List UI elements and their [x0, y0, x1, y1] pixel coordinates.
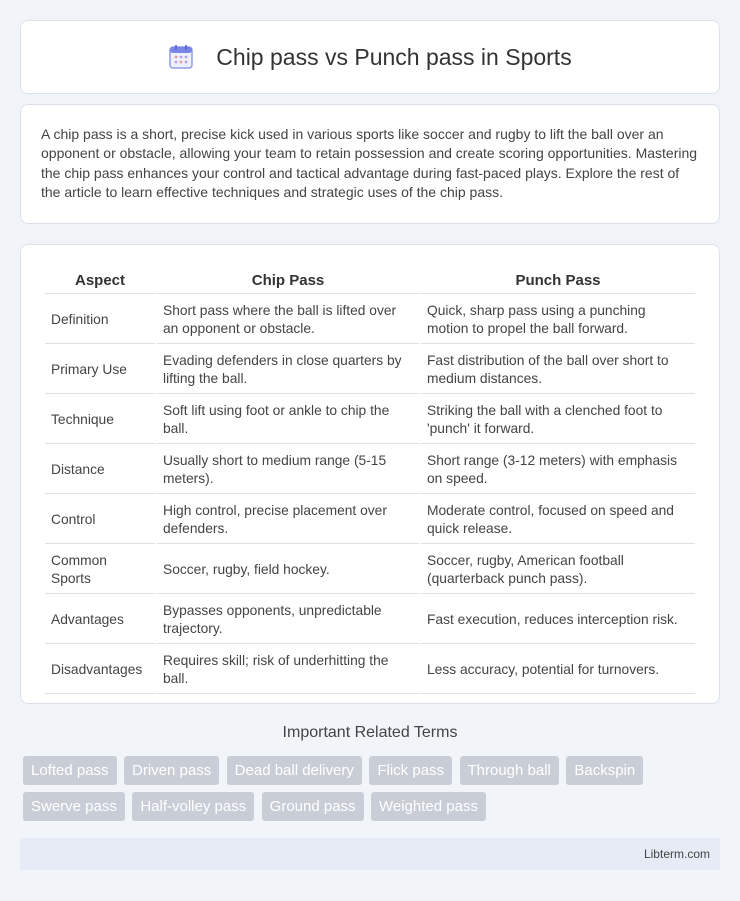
aspect-cell: Advantages	[45, 596, 155, 644]
table-row	[45, 446, 695, 494]
related-term-tag[interactable]: Half-volley pass	[132, 792, 254, 821]
table-header-row	[45, 269, 695, 294]
aspect-cell: Definition	[45, 296, 155, 344]
related-term-tag[interactable]: Backspin	[566, 756, 643, 785]
related-terms-tags	[23, 756, 723, 828]
punch-cell: Short range (3-12 meters) with emphasis on speed.	[421, 446, 695, 494]
header-chip-pass: Chip Pass	[157, 269, 419, 294]
punch-cell: Fast execution, reduces interception risk.	[421, 596, 695, 644]
chip-cell: Evading defenders in close quarters by lifting the ball.	[157, 346, 419, 394]
chip-cell: Requires skill; risk of underhitting the ball.	[157, 646, 419, 694]
table-row	[45, 596, 695, 644]
related-term-tag[interactable]: Ground pass	[262, 792, 364, 821]
comparison-table	[43, 267, 697, 696]
related-term-tag[interactable]: Driven pass	[124, 756, 219, 785]
punch-cell: Striking the ball with a clenched foot to 'punch' it forward.	[421, 396, 695, 444]
aspect-cell: Disadvantages	[45, 646, 155, 694]
chip-cell: Soccer, rugby, field hockey.	[157, 546, 419, 594]
punch-cell: Quick, sharp pass using a punching motion to propel the ball forward.	[421, 296, 695, 344]
chip-cell: Soft lift using foot or ankle to chip the ball.	[157, 396, 419, 444]
aspect-cell: Technique	[45, 396, 155, 444]
table-row	[45, 346, 695, 394]
related-term-tag[interactable]: Lofted pass	[23, 756, 117, 785]
table-row	[45, 496, 695, 544]
aspect-cell: Common Sports	[45, 546, 155, 594]
aspect-cell: Control	[45, 496, 155, 544]
header-card	[20, 20, 720, 94]
calendar-icon	[168, 44, 194, 70]
comparison-table-card	[20, 244, 720, 704]
related-term-tag[interactable]: Swerve pass	[23, 792, 125, 821]
chip-cell: High control, precise placement over defenders.	[157, 496, 419, 544]
intro-text: A chip pass is a short, precise kick used in various sports like soccer and rugby to lift the ball over an opponent or obstacle, allowing your team to retain possession and create scoring opportunities. Mastering the chip pass enhances your control and tactical advantage during fast-paced plays. Explore the rest of the article to learn effective techniques and strategic uses of the chip pass.	[41, 126, 698, 201]
chip-cell: Bypasses opponents, unpredictable trajectory.	[157, 596, 419, 644]
related-term-tag[interactable]: Weighted pass	[371, 792, 486, 821]
header-punch-pass: Punch Pass	[421, 269, 695, 294]
aspect-cell: Distance	[45, 446, 155, 494]
chip-cell: Usually short to medium range (5-15 meters).	[157, 446, 419, 494]
footer	[20, 838, 720, 870]
page-title: Chip pass vs Punch pass in Sports	[216, 43, 572, 70]
related-term-tag[interactable]: Flick pass	[369, 756, 452, 785]
header-aspect: Aspect	[45, 269, 155, 294]
related-term-tag[interactable]: Through ball	[460, 756, 559, 785]
table-row	[45, 296, 695, 344]
table-row	[45, 646, 695, 694]
aspect-cell: Primary Use	[45, 346, 155, 394]
related-term-tag[interactable]: Dead ball delivery	[227, 756, 362, 785]
chip-cell: Short pass where the ball is lifted over an opponent or obstacle.	[157, 296, 419, 344]
punch-cell: Less accuracy, potential for turnovers.	[421, 646, 695, 694]
intro-card	[20, 104, 720, 224]
related-terms-title: Important Related Terms	[282, 724, 458, 741]
punch-cell: Soccer, rugby, American football (quarterback punch pass).	[421, 546, 695, 594]
punch-cell: Fast distribution of the ball over short to medium distances.	[421, 346, 695, 394]
table-row	[45, 396, 695, 444]
punch-cell: Moderate control, focused on speed and quick release.	[421, 496, 695, 544]
footer-site-link[interactable]: Libterm.com	[643, 847, 710, 861]
table-row	[45, 546, 695, 594]
